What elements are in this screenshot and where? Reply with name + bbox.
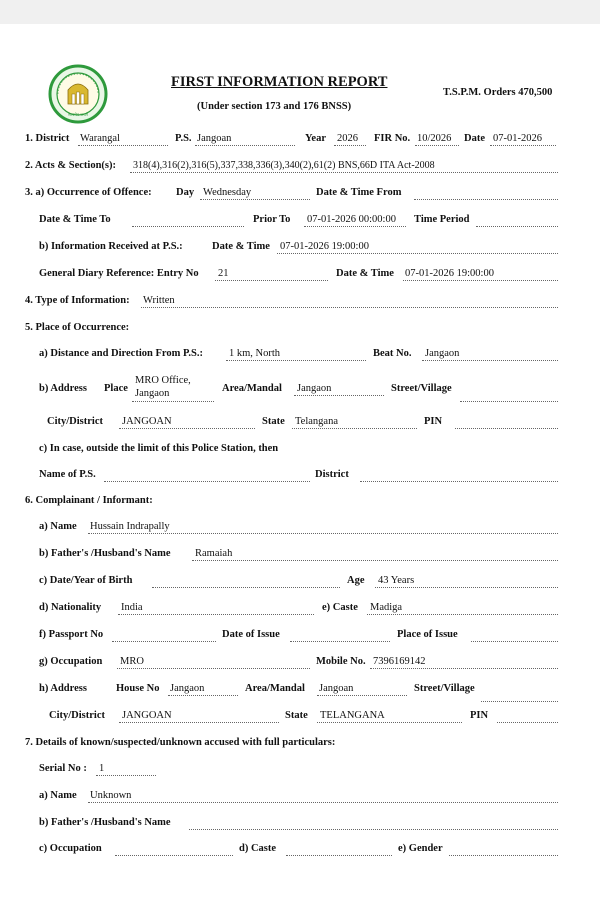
cpoi-label: Place of Issue (397, 629, 458, 640)
inforec-dt-value: 07-01-2026 19:00:00 (280, 241, 369, 252)
typeinfo-value: Written (143, 295, 175, 306)
aname-value: Unknown (90, 790, 132, 801)
district-value: Warangal (80, 133, 120, 144)
cfather-value: Ramaiah (195, 548, 233, 559)
fir-value: 10/2026 (417, 133, 452, 144)
acaste-label: d) Caste (239, 843, 277, 854)
pin-label: PIN (424, 416, 443, 427)
page-subtitle: (Under section 173 and 176 BNSS) (197, 101, 352, 112)
city-value: JANGOAN (122, 416, 172, 427)
year-label: Year (305, 133, 326, 144)
page-title: FIRST INFORMATION REPORT (171, 74, 388, 90)
dtfrom-label: Date & Time From (316, 187, 402, 198)
telangana-emblem-icon (48, 64, 108, 124)
place-sub-label: Place (104, 383, 128, 394)
day-label: Day (176, 187, 195, 198)
dtto-label: Date & Time To (39, 214, 111, 225)
cstate-value: TELANGANA (320, 710, 385, 721)
cage-label: Age (347, 575, 365, 586)
gd-label: General Diary Reference: Entry No (39, 268, 199, 279)
beat-value: Jangaon (425, 348, 460, 359)
svg-text:सत्यमेव जयते: सत्यमेव जयते (68, 112, 88, 117)
cnationality-label: d) Nationality (39, 602, 102, 613)
cpassport-label: f) Passport No (39, 629, 104, 640)
place-label: 5. Place of Occurrence: (25, 322, 130, 333)
orders-ref: T.S.P.M. Orders 470,500 (443, 87, 553, 98)
cname-label: a) Name (39, 521, 77, 532)
day-value: Wednesday (203, 187, 252, 198)
gd-dt-value: 07-01-2026 19:00:00 (405, 268, 494, 279)
cmobile-value: 7396169142 (373, 656, 426, 667)
coccupation-label: g) Occupation (39, 656, 103, 667)
district-label: 1. District (25, 133, 70, 144)
distdir-value: 1 km, North (229, 348, 281, 359)
inforec-dt-label: Date & Time (212, 241, 270, 252)
priorto-value: 07-01-2026 00:00:00 (307, 214, 396, 225)
acts-value: 318(4),316(2),316(5),337,338,336(3),340(2),61(2) BNS,66D ITA Act-2008 (133, 160, 435, 171)
top-band (0, 0, 600, 24)
area-value: Jangaon (297, 383, 332, 394)
nameps-label: Name of P.S. (39, 469, 96, 480)
state-value: Telangana (295, 416, 338, 427)
chouse-label: House No (116, 683, 160, 694)
caddress-label: h) Address (39, 683, 87, 694)
cnationality-value: India (121, 602, 143, 613)
gd-dt-label: Date & Time (336, 268, 394, 279)
street-label: Street/Village (391, 383, 452, 394)
cdob-label: c) Date/Year of Birth (39, 575, 133, 586)
beat-label: Beat No. (373, 348, 412, 359)
ccaste-label: e) Caste (322, 602, 358, 613)
priorto-label: Prior To (253, 214, 291, 225)
serial-label: Serial No : (39, 763, 87, 774)
outside-label: c) In case, outside the limit of this Police Station, then (39, 443, 279, 454)
place-value-line2: Jangaon (135, 388, 170, 399)
place-value-line1: MRO Office, (135, 375, 191, 386)
inforec-label: b) Information Received at P.S.: (39, 241, 183, 252)
ccaste-value: Madiga (370, 602, 403, 613)
cname-value: Hussain Indrapally (90, 521, 170, 532)
chouse-value: Jangaon (170, 683, 205, 694)
cstate-label: State (285, 710, 308, 721)
area-label: Area/Mandal (222, 383, 282, 394)
outdistrict-label: District (315, 469, 349, 480)
carea-label: Area/Mandal (245, 683, 305, 694)
city-label: City/District (47, 416, 103, 427)
period-label: Time Period (414, 214, 470, 225)
typeinfo-label: 4. Type of Information: (25, 295, 130, 306)
serial-value: 1 (99, 763, 105, 774)
fir-label: FIR No. (374, 133, 411, 144)
agender-label: e) Gender (398, 843, 443, 854)
details-label: 7. Details of known/suspected/unknown accused with full particulars: (25, 737, 336, 748)
ccity-label: City/District (49, 710, 105, 721)
cfather-label: b) Father's /Husband's Name (39, 548, 171, 559)
complainant-label: 6. Complainant / Informant: (25, 495, 153, 506)
coccupation-value: MRO (120, 656, 144, 667)
year-value: 2026 (337, 133, 358, 144)
cage-value: 43 Years (378, 575, 415, 586)
aoccupation-label: c) Occupation (39, 843, 102, 854)
occurrence-label: 3. a) Occurrence of Offence: (25, 187, 152, 198)
cpin-label: PIN (470, 710, 489, 721)
date-value: 07-01-2026 (493, 133, 542, 144)
acts-label: 2. Acts & Section(s): (25, 160, 116, 171)
cdoi-label: Date of Issue (222, 629, 280, 640)
ps-label: P.S. (175, 133, 192, 144)
cmobile-label: Mobile No. (316, 656, 366, 667)
carea-value: Jangoan (319, 683, 354, 694)
aname-label: a) Name (39, 790, 77, 801)
ccity-value: JANGOAN (122, 710, 172, 721)
afather-label: b) Father's /Husband's Name (39, 817, 171, 828)
cstreet-label: Street/Village (414, 683, 475, 694)
ps-value: Jangoan (197, 133, 232, 144)
address-label: b) Address (39, 383, 87, 394)
date-label: Date (464, 133, 485, 144)
state-label: State (262, 416, 285, 427)
gd-entry-value: 21 (218, 268, 229, 279)
distdir-label: a) Distance and Direction From P.S.: (39, 348, 204, 359)
